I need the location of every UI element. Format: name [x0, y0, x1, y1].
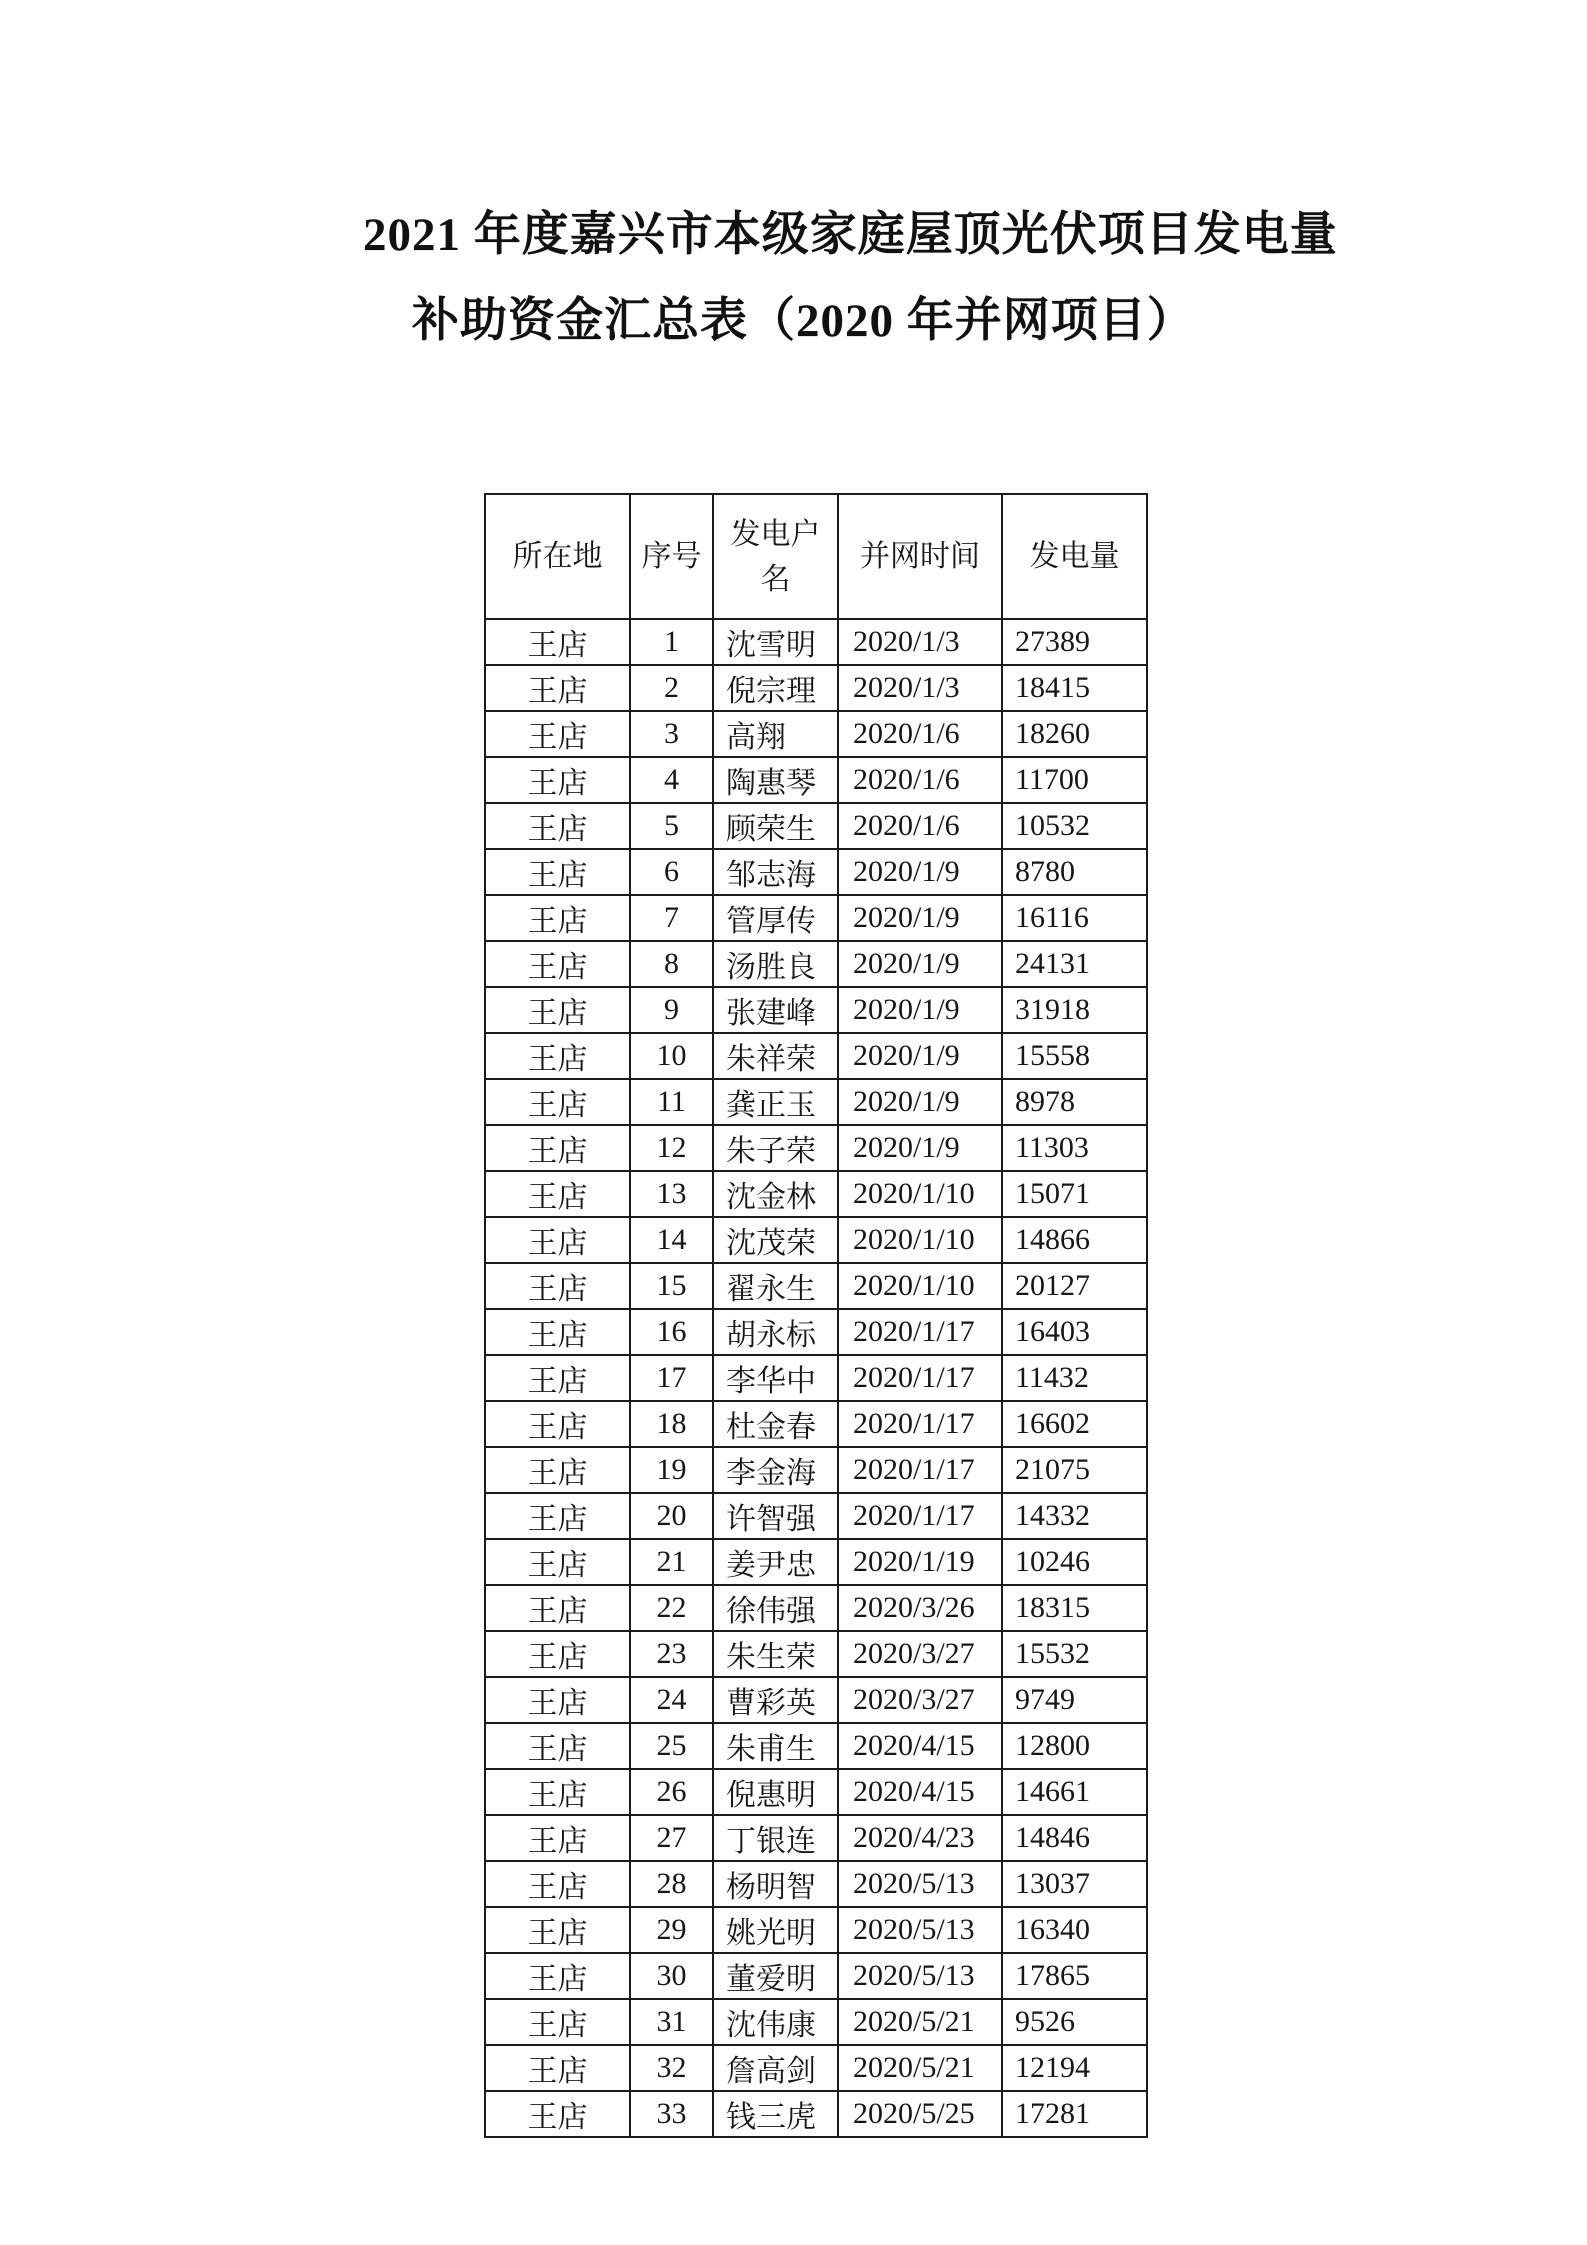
cell-location: 王店: [485, 1493, 630, 1539]
cell-location: 王店: [485, 1401, 630, 1447]
cell-household-name: 姜尹忠: [713, 1539, 838, 1585]
cell-grid-connection-date: 2020/1/10: [838, 1217, 1002, 1263]
cell-location: 王店: [485, 757, 630, 803]
cell-generation-amount: 18260: [1002, 711, 1147, 757]
cell-household-name: 钱三虎: [713, 2091, 838, 2137]
cell-location: 王店: [485, 1907, 630, 1953]
table-row: [485, 1401, 1147, 1447]
header-row: [485, 494, 1147, 619]
cell-household-name: 倪惠明: [713, 1769, 838, 1815]
cell-serial-number: 4: [630, 757, 713, 803]
table-row: [485, 1033, 1147, 1079]
cell-location: 王店: [485, 2045, 630, 2091]
cell-location: 王店: [485, 1953, 630, 1999]
cell-location: 王店: [485, 849, 630, 895]
cell-generation-amount: 31918: [1002, 987, 1147, 1033]
table-row: [485, 1907, 1147, 1953]
cell-household-name: 姚光明: [713, 1907, 838, 1953]
cell-location: 王店: [485, 711, 630, 757]
cell-generation-amount: 16116: [1002, 895, 1147, 941]
cell-grid-connection-date: 2020/1/9: [838, 849, 1002, 895]
column-header-location: 所在地: [485, 494, 630, 619]
cell-location: 王店: [485, 941, 630, 987]
cell-serial-number: 10: [630, 1033, 713, 1079]
subsidy-table-header: [485, 494, 1147, 619]
cell-generation-amount: 15558: [1002, 1033, 1147, 1079]
cell-serial-number: 21: [630, 1539, 713, 1585]
cell-household-name: 詹高剑: [713, 2045, 838, 2091]
cell-grid-connection-date: 2020/1/9: [838, 987, 1002, 1033]
cell-grid-connection-date: 2020/4/23: [838, 1815, 1002, 1861]
cell-location: 王店: [485, 1815, 630, 1861]
cell-generation-amount: 9749: [1002, 1677, 1147, 1723]
cell-location: 王店: [485, 1079, 630, 1125]
cell-serial-number: 5: [630, 803, 713, 849]
cell-household-name: 翟永生: [713, 1263, 838, 1309]
cell-location: 王店: [485, 803, 630, 849]
cell-household-name: 龚正玉: [713, 1079, 838, 1125]
column-header-generation-amount: 发电量: [1002, 494, 1147, 619]
cell-location: 王店: [485, 665, 630, 711]
cell-location: 王店: [485, 1447, 630, 1493]
cell-grid-connection-date: 2020/1/9: [838, 1079, 1002, 1125]
cell-generation-amount: 11700: [1002, 757, 1147, 803]
cell-grid-connection-date: 2020/5/21: [838, 1999, 1002, 2045]
cell-grid-connection-date: 2020/1/19: [838, 1539, 1002, 1585]
cell-household-name: 张建峰: [713, 987, 838, 1033]
cell-household-name: 丁银连: [713, 1815, 838, 1861]
cell-serial-number: 31: [630, 1999, 713, 2045]
cell-grid-connection-date: 2020/5/25: [838, 2091, 1002, 2137]
cell-grid-connection-date: 2020/1/17: [838, 1309, 1002, 1355]
cell-grid-connection-date: 2020/5/13: [838, 1953, 1002, 1999]
cell-household-name: 朱甫生: [713, 1723, 838, 1769]
cell-grid-connection-date: 2020/5/13: [838, 1861, 1002, 1907]
cell-generation-amount: 14846: [1002, 1815, 1147, 1861]
cell-household-name: 朱子荣: [713, 1125, 838, 1171]
cell-grid-connection-date: 2020/1/6: [838, 711, 1002, 757]
cell-serial-number: 27: [630, 1815, 713, 1861]
table-row: [485, 1171, 1147, 1217]
cell-serial-number: 24: [630, 1677, 713, 1723]
cell-serial-number: 22: [630, 1585, 713, 1631]
cell-location: 王店: [485, 1355, 630, 1401]
cell-serial-number: 30: [630, 1953, 713, 1999]
cell-grid-connection-date: 2020/3/27: [838, 1677, 1002, 1723]
table-row: [485, 1723, 1147, 1769]
cell-serial-number: 1: [630, 619, 713, 665]
cell-household-name: 曹彩英: [713, 1677, 838, 1723]
cell-household-name: 沈金林: [713, 1171, 838, 1217]
cell-grid-connection-date: 2020/1/6: [838, 757, 1002, 803]
cell-generation-amount: 14866: [1002, 1217, 1147, 1263]
cell-household-name: 杨明智: [713, 1861, 838, 1907]
table-row: [485, 1999, 1147, 2045]
cell-generation-amount: 9526: [1002, 1999, 1147, 2045]
table-row: [485, 1539, 1147, 1585]
cell-serial-number: 16: [630, 1309, 713, 1355]
cell-location: 王店: [485, 619, 630, 665]
cell-location: 王店: [485, 1723, 630, 1769]
cell-grid-connection-date: 2020/1/17: [838, 1401, 1002, 1447]
cell-generation-amount: 15532: [1002, 1631, 1147, 1677]
cell-serial-number: 3: [630, 711, 713, 757]
cell-location: 王店: [485, 1217, 630, 1263]
cell-generation-amount: 16602: [1002, 1401, 1147, 1447]
table-row: [485, 1079, 1147, 1125]
cell-location: 王店: [485, 1769, 630, 1815]
cell-household-name: 管厚传: [713, 895, 838, 941]
cell-generation-amount: 18415: [1002, 665, 1147, 711]
cell-household-name: 沈雪明: [713, 619, 838, 665]
cell-grid-connection-date: 2020/4/15: [838, 1769, 1002, 1815]
cell-serial-number: 25: [630, 1723, 713, 1769]
cell-location: 王店: [485, 1033, 630, 1079]
cell-household-name: 许智强: [713, 1493, 838, 1539]
cell-grid-connection-date: 2020/1/10: [838, 1263, 1002, 1309]
cell-grid-connection-date: 2020/1/9: [838, 1125, 1002, 1171]
cell-generation-amount: 16340: [1002, 1907, 1147, 1953]
cell-grid-connection-date: 2020/1/9: [838, 1033, 1002, 1079]
subsidy-table: [484, 493, 1148, 2138]
cell-location: 王店: [485, 1999, 630, 2045]
cell-household-name: 徐伟强: [713, 1585, 838, 1631]
cell-location: 王店: [485, 1631, 630, 1677]
cell-household-name: 邹志海: [713, 849, 838, 895]
table-row: [485, 1493, 1147, 1539]
cell-location: 王店: [485, 1677, 630, 1723]
cell-serial-number: 9: [630, 987, 713, 1033]
table-row: [485, 941, 1147, 987]
table-row: [485, 1861, 1147, 1907]
table-row: [485, 1815, 1147, 1861]
cell-location: 王店: [485, 895, 630, 941]
cell-serial-number: 33: [630, 2091, 713, 2137]
cell-household-name: 朱生荣: [713, 1631, 838, 1677]
cell-serial-number: 18: [630, 1401, 713, 1447]
cell-grid-connection-date: 2020/1/3: [838, 619, 1002, 665]
cell-generation-amount: 27389: [1002, 619, 1147, 665]
column-header-grid-connection-date: 并网时间: [838, 494, 1002, 619]
table-row: [485, 619, 1147, 665]
cell-household-name: 李金海: [713, 1447, 838, 1493]
table-row: [485, 1217, 1147, 1263]
table-row: [485, 1309, 1147, 1355]
table-row: [485, 849, 1147, 895]
cell-generation-amount: 12800: [1002, 1723, 1147, 1769]
cell-household-name: 沈伟康: [713, 1999, 838, 2045]
cell-generation-amount: 14332: [1002, 1493, 1147, 1539]
cell-serial-number: 11: [630, 1079, 713, 1125]
cell-grid-connection-date: 2020/5/13: [838, 1907, 1002, 1953]
cell-serial-number: 6: [630, 849, 713, 895]
cell-serial-number: 7: [630, 895, 713, 941]
table-row: [485, 2091, 1147, 2137]
cell-serial-number: 26: [630, 1769, 713, 1815]
cell-household-name: 朱祥荣: [713, 1033, 838, 1079]
cell-generation-amount: 14661: [1002, 1769, 1147, 1815]
cell-generation-amount: 11303: [1002, 1125, 1147, 1171]
cell-household-name: 杜金春: [713, 1401, 838, 1447]
cell-grid-connection-date: 2020/1/6: [838, 803, 1002, 849]
table-row: [485, 1125, 1147, 1171]
cell-household-name: 高翔: [713, 711, 838, 757]
cell-household-name: 顾荣生: [713, 803, 838, 849]
cell-location: 王店: [485, 1171, 630, 1217]
table-row: [485, 1355, 1147, 1401]
cell-generation-amount: 20127: [1002, 1263, 1147, 1309]
cell-generation-amount: 24131: [1002, 941, 1147, 987]
cell-serial-number: 19: [630, 1447, 713, 1493]
cell-household-name: 胡永标: [713, 1309, 838, 1355]
cell-grid-connection-date: 2020/3/26: [838, 1585, 1002, 1631]
cell-location: 王店: [485, 1125, 630, 1171]
cell-household-name: 陶惠琴: [713, 757, 838, 803]
cell-grid-connection-date: 2020/1/10: [838, 1171, 1002, 1217]
table-row: [485, 1953, 1147, 1999]
cell-serial-number: 13: [630, 1171, 713, 1217]
table-row: [485, 711, 1147, 757]
cell-serial-number: 8: [630, 941, 713, 987]
cell-location: 王店: [485, 1263, 630, 1309]
document-title-line-2: 补助资金汇总表（2020 年并网项目）: [412, 295, 1195, 347]
table-row: [485, 895, 1147, 941]
cell-serial-number: 28: [630, 1861, 713, 1907]
cell-grid-connection-date: 2020/1/17: [838, 1447, 1002, 1493]
cell-generation-amount: 15071: [1002, 1171, 1147, 1217]
cell-serial-number: 20: [630, 1493, 713, 1539]
cell-household-name: 汤胜良: [713, 941, 838, 987]
cell-household-name: 倪宗理: [713, 665, 838, 711]
subsidy-table-body: [485, 619, 1147, 2137]
table-row: [485, 1585, 1147, 1631]
cell-generation-amount: 16403: [1002, 1309, 1147, 1355]
cell-grid-connection-date: 2020/1/17: [838, 1493, 1002, 1539]
cell-serial-number: 32: [630, 2045, 713, 2091]
column-header-serial-number: 序号: [630, 494, 713, 619]
cell-generation-amount: 17865: [1002, 1953, 1147, 1999]
cell-grid-connection-date: 2020/1/17: [838, 1355, 1002, 1401]
cell-generation-amount: 17281: [1002, 2091, 1147, 2137]
cell-serial-number: 29: [630, 1907, 713, 1953]
cell-serial-number: 23: [630, 1631, 713, 1677]
cell-grid-connection-date: 2020/4/15: [838, 1723, 1002, 1769]
column-header-household-name: 发电户名: [713, 494, 838, 619]
cell-generation-amount: 21075: [1002, 1447, 1147, 1493]
cell-serial-number: 2: [630, 665, 713, 711]
cell-generation-amount: 8978: [1002, 1079, 1147, 1125]
table-row: [485, 1263, 1147, 1309]
cell-location: 王店: [485, 1539, 630, 1585]
cell-grid-connection-date: 2020/5/21: [838, 2045, 1002, 2091]
cell-generation-amount: 10246: [1002, 1539, 1147, 1585]
document-title-line-1: 2021 年度嘉兴市本级家庭屋顶光伏项目发电量: [363, 209, 1338, 261]
cell-grid-connection-date: 2020/1/9: [838, 941, 1002, 987]
table-row: [485, 1769, 1147, 1815]
table-row: [485, 803, 1147, 849]
cell-household-name: 董爱明: [713, 1953, 838, 1999]
cell-serial-number: 12: [630, 1125, 713, 1171]
cell-location: 王店: [485, 1309, 630, 1355]
cell-location: 王店: [485, 1861, 630, 1907]
cell-location: 王店: [485, 1585, 630, 1631]
table-row: [485, 1447, 1147, 1493]
cell-location: 王店: [485, 987, 630, 1033]
cell-household-name: 李华中: [713, 1355, 838, 1401]
cell-serial-number: 17: [630, 1355, 713, 1401]
table-row: [485, 1631, 1147, 1677]
cell-generation-amount: 10532: [1002, 803, 1147, 849]
table-row: [485, 2045, 1147, 2091]
cell-grid-connection-date: 2020/3/27: [838, 1631, 1002, 1677]
cell-generation-amount: 11432: [1002, 1355, 1147, 1401]
cell-generation-amount: 8780: [1002, 849, 1147, 895]
table-row: [485, 1677, 1147, 1723]
cell-generation-amount: 13037: [1002, 1861, 1147, 1907]
table-row: [485, 665, 1147, 711]
table-row: [485, 757, 1147, 803]
cell-generation-amount: 12194: [1002, 2045, 1147, 2091]
cell-serial-number: 14: [630, 1217, 713, 1263]
cell-location: 王店: [485, 2091, 630, 2137]
cell-generation-amount: 18315: [1002, 1585, 1147, 1631]
cell-household-name: 沈茂荣: [713, 1217, 838, 1263]
cell-grid-connection-date: 2020/1/9: [838, 895, 1002, 941]
table-row: [485, 987, 1147, 1033]
cell-grid-connection-date: 2020/1/3: [838, 665, 1002, 711]
cell-serial-number: 15: [630, 1263, 713, 1309]
